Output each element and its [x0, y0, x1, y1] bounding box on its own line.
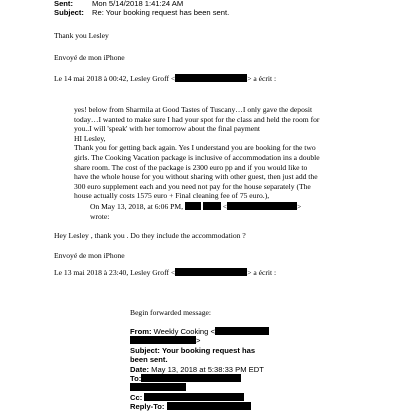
- reply-line: yes! below from Sharmila at Good Tastes of Tuscany…I only gave the deposit: [74, 105, 313, 114]
- quote-2-header: [54, 268, 276, 278]
- redaction-bar: [167, 402, 251, 410]
- quote-2-prefix: Le 13 mai 2018 à 23:40, Lesley Groff <: [54, 268, 176, 277]
- sent-value: Mon 5/14/2018 1:41:24 AM: [92, 0, 184, 8]
- fwd-date-value: May 13, 2018 at 5:38:33 PM EDT: [151, 364, 264, 374]
- fwd-cc-label: Cc:: [130, 392, 143, 402]
- redaction-bar: [227, 202, 297, 210]
- subject-row: [54, 8, 229, 18]
- fwd-date-row: [130, 365, 269, 374]
- wrote-line: wrote:: [90, 212, 110, 221]
- subject-value: Re: Your booking request has been sent.: [92, 8, 230, 17]
- reply-line: share room. The cost of the package is 2300 euro pp and if you would like to: [74, 162, 308, 172]
- signature-1: Envoyé de mon iPhone: [54, 53, 125, 62]
- redaction-bar: [175, 268, 247, 276]
- question-line: Hey Lesley , thank you . Do they include the accommodation ?: [54, 231, 246, 240]
- on-date-header: On May 13, 2018, at 6:06 PM, < >: [90, 202, 302, 211]
- reply-line: house actually costs 1575 euro + Final cleaning fee of 75 euro.),: [74, 191, 270, 201]
- fwd-to-cont: [130, 383, 269, 392]
- fwd-subject-row: [130, 346, 269, 355]
- subject-label: Subject:: [54, 8, 84, 17]
- fwd-replyto-label: Reply-To:: [130, 402, 165, 412]
- quote-1-suffix: > a écrit :: [247, 74, 277, 83]
- fwd-from-row: [130, 327, 269, 336]
- reply-line: today…I wanted to make sure I had your spot for the class and held the room for: [74, 114, 320, 124]
- redaction-bar: [203, 202, 221, 210]
- sent-label: Sent:: [54, 0, 73, 8]
- fwd-subject-label: Subject:: [130, 345, 160, 355]
- forwarded-headers: [130, 327, 269, 412]
- redaction-bar: [185, 202, 201, 210]
- forwarded-intro: Begin forwarded message:: [130, 308, 211, 317]
- reply-line: Thank you for getting back again. Yes I understand you are booking for the two: [74, 143, 316, 153]
- fwd-from-close: >: [196, 336, 201, 346]
- fwd-replyto-row: [130, 402, 269, 411]
- fwd-subject-value: Your booking request has: [161, 345, 256, 355]
- signature-2: Envoyé de mon iPhone: [54, 251, 125, 260]
- fwd-cc-row: [130, 393, 269, 402]
- fwd-subject-cont: been sent.: [130, 355, 168, 365]
- reply-line: 300 euro supplement each and you need not pay for the house separately (The: [74, 181, 311, 191]
- quote-1-header: [54, 74, 276, 84]
- redaction-bar: [130, 383, 186, 391]
- redaction-bar: [130, 336, 196, 344]
- quote-1-prefix: Le 14 mai 2018 à 00:42, Lesley Groff <: [54, 74, 176, 83]
- fwd-date-label: Date:: [130, 364, 149, 374]
- redaction-bar: [175, 74, 247, 82]
- fwd-from-value: Weekly Cooking <: [153, 327, 215, 336]
- reply-paragraph: [74, 105, 320, 201]
- fwd-from-cont: [130, 336, 269, 345]
- reply-line: have the whole house for you without sharing with other guest, then just add the: [74, 172, 318, 182]
- on-date-suffix: >: [297, 202, 302, 211]
- reply-line: you..I will 'speak' with her tomorrow about the final payment: [74, 124, 260, 134]
- redaction-bar: [215, 327, 269, 335]
- fwd-to-row: [130, 374, 269, 383]
- reply-line: HI Lesley,: [74, 133, 106, 143]
- thanks-line: Thank you Lesley: [54, 31, 109, 40]
- redaction-bar: [141, 374, 241, 382]
- fwd-from-label: From:: [130, 327, 152, 336]
- reply-line: girls. The Cooking Vacation package is inclusive of accommodation ins a double: [74, 152, 320, 162]
- on-date-prefix: On May 13, 2018, at 6:06 PM,: [90, 202, 184, 211]
- fwd-to-label: To:: [130, 373, 142, 383]
- quote-2-suffix: > a écrit :: [247, 268, 277, 277]
